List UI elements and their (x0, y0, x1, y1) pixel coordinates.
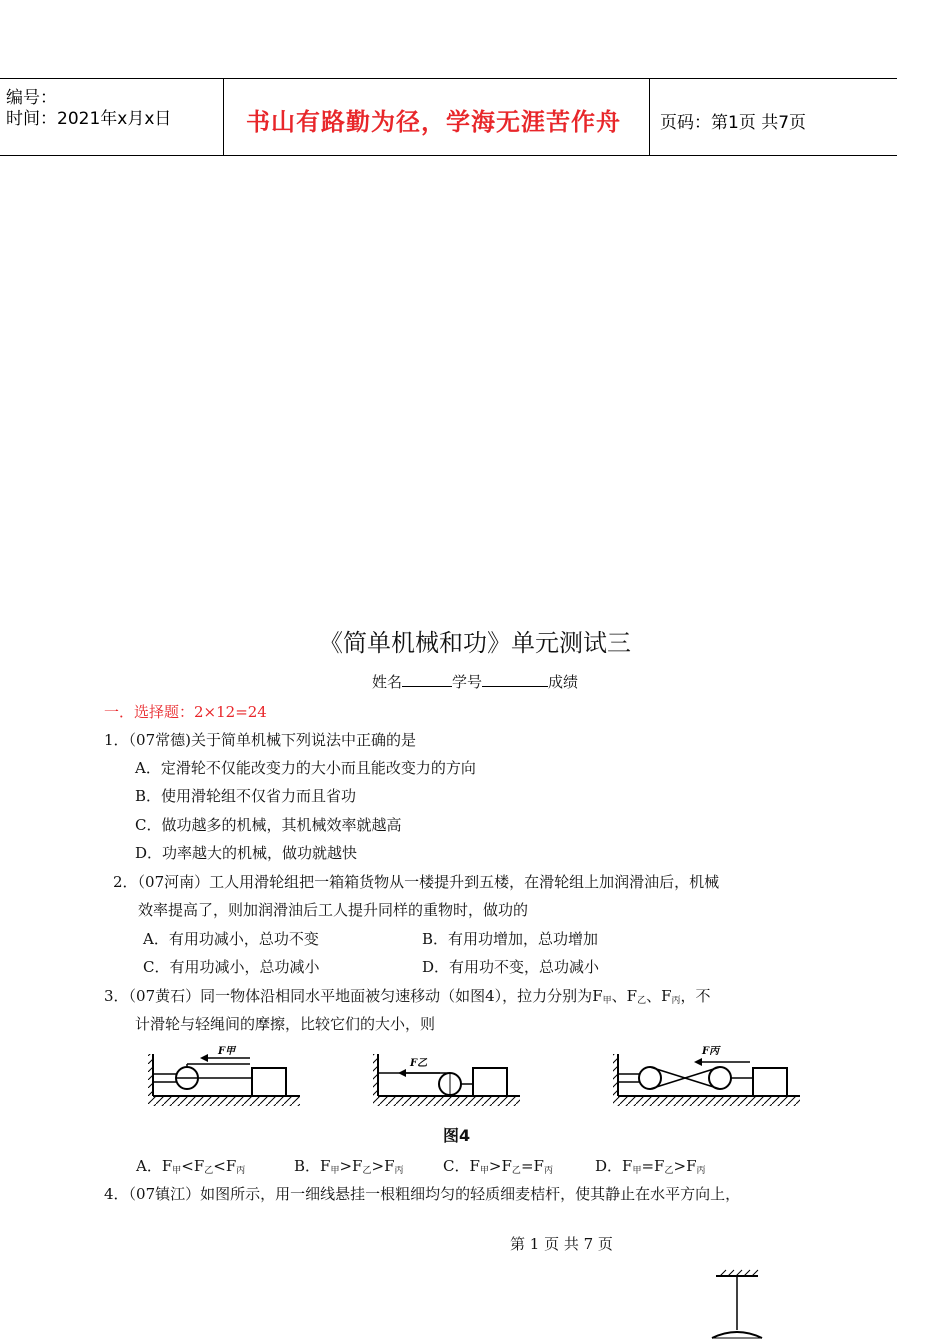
question-1-stem: 1．（07常德)关于简单机械下列说法中正确的是 (104, 731, 416, 749)
hanging-straw-figure (700, 1268, 780, 1342)
question-1-option-b: B．使用滑轮组不仅省力而且省功 (135, 787, 357, 805)
footer-page-number: 第 1 页 共 7 页 (510, 1235, 613, 1253)
force-label-bing: F丙 (702, 1046, 720, 1057)
score-label: 成绩 (548, 673, 579, 691)
question-2-option-d: D．有用功不变，总功减小 (422, 958, 600, 976)
id-blank[interactable] (482, 671, 548, 687)
pulley-figure (140, 1040, 810, 1120)
header-divider-1 (223, 78, 224, 155)
page-code: 页码：第1页 共7页 (660, 113, 807, 133)
pulley-diagram-1 (148, 1054, 300, 1106)
question-1-option-a: A．定滑轮不仅能改变力的大小而且能改变力的方向 (135, 759, 476, 777)
force-label-yi: F乙 (410, 1058, 428, 1069)
pulley-diagram-3 (613, 1054, 800, 1106)
header-divider-2 (649, 78, 650, 155)
question-1-option-c: C．做功越多的机械，其机械效率就越高 (135, 816, 402, 834)
question-2-option-b: B．有用功增加，总功增加 (422, 930, 599, 948)
question-3-stem-cont: 计滑轮与轻绳间的摩擦，比较它们的大小，则 (135, 1015, 436, 1033)
question-3-stem: 3．（07黄石）同一物体沿相同水平地面被匀速移动（如图4），拉力分别为$F_甲$、$F_乙$、$F_丙$，不 (104, 987, 711, 1006)
question-2-option-c: C．有用功减小，总功减小 (143, 958, 320, 976)
question-2-stem-cont: 效率提高了，则加润滑油后工人提升同样的重物时，做功的 (138, 901, 529, 919)
name-blank[interactable] (402, 671, 452, 687)
name-label: 姓名 (371, 673, 402, 691)
question-4-stem: 4．（07镇江）如图所示，用一细线悬挂一根粗细均匀的轻质细麦桔杆，使其静止在水平方向上， (104, 1185, 741, 1203)
question-3-option-c: C．$F_甲>F_乙=F_丙$ (443, 1157, 553, 1176)
student-info-line (0, 671, 950, 692)
question-2-option-a: A．有用功减小，总功不变 (143, 930, 319, 948)
serial-label: 编号： (6, 88, 57, 108)
header-bottom-border (0, 155, 897, 156)
time-label: 时间：2021年x月x日 (6, 109, 172, 129)
force-label-jia: F甲 (218, 1046, 236, 1057)
question-3-option-a: A．$F_甲<F_乙<F_丙$ (136, 1157, 246, 1176)
header-top-border (0, 78, 897, 79)
question-3-option-d: D．$F_甲=F_乙>F_丙$ (595, 1157, 706, 1176)
id-label: 学号 (451, 673, 482, 691)
figure-caption: 图4 (443, 1126, 471, 1145)
section-heading: 一．选择题：2×12=24 (104, 703, 267, 721)
question-1-option-d: D．功率越大的机械，做功就越快 (135, 844, 358, 862)
motto: 书山有路勤为径，学海无涯苦作舟 (246, 108, 621, 136)
question-3-option-b: B．$F_甲>F_乙>F_丙$ (294, 1157, 404, 1176)
question-2-stem: 2．（07河南）工人用滑轮组把一箱箱货物从一楼提升到五楼，在滑轮组上加润滑油后，机械 (113, 873, 720, 891)
page-title: 《简单机械和功》单元测试三 (319, 629, 631, 657)
pulley-diagram-2 (373, 1054, 520, 1106)
